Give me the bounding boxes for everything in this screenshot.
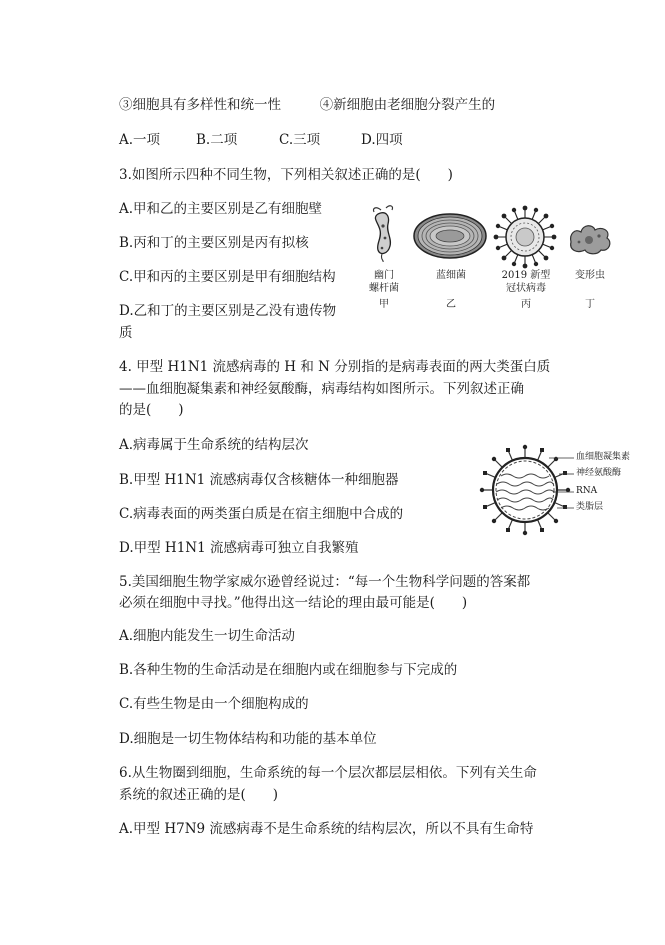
caption-jia-line2: 螺杆菌: [369, 283, 399, 294]
caption-jia-line1: 幽门: [374, 270, 394, 281]
q4-option-c: C.病毒表面的两类蛋白质是在宿主细胞中合成的: [119, 506, 404, 522]
tag-ding: 丁: [585, 299, 595, 310]
line-q2-items: [119, 96, 495, 114]
q2-option-c: C.三项: [279, 132, 321, 148]
tag-jia: 甲: [379, 299, 389, 310]
helicobacter-icon: [368, 204, 400, 262]
q5-option-b: B.各种生物的生命活动是在细胞内或在细胞参与下完成的: [119, 662, 458, 678]
q2-option-b: B.二项: [196, 132, 238, 148]
q4-stem-line1: 4. 甲型 H1N1 流感病毒的 H 和 N 分别指的是病毒表面的两大类蛋白质: [119, 359, 551, 375]
q6-stem-line2: 系统的叙述正确的是( ): [119, 787, 279, 803]
q3-figure: [364, 204, 614, 314]
q4-figure: [479, 440, 631, 540]
q3-option-a: A.甲和乙的主要区别是乙有细胞壁: [119, 201, 323, 217]
amoeba-icon: [567, 222, 613, 256]
q5-stem-line1: 5.美国细胞生物学家威尔逊曾经说过：“每一个生物科学问题的答案都: [119, 574, 531, 590]
q3-stem: 3.如图所示四种不同生物，下列相关叙述正确的是( ): [119, 167, 453, 183]
q5-option-c: C.有些生物是由一个细胞构成的: [119, 696, 309, 712]
label-lipid-layer: 类脂层: [576, 502, 604, 512]
label-hemagglutinin: 血细胞凝集素: [576, 452, 631, 462]
q2-item-4: ④新细胞由老细胞分裂产生的: [319, 97, 496, 113]
caption-bing-line2: 冠状病毒: [506, 283, 546, 294]
cyanobacteria-icon: [412, 212, 488, 260]
q2-option-a: A.一项: [119, 132, 161, 148]
coronavirus-icon: [492, 204, 558, 270]
q4-option-a: A.病毒属于生命系统的结构层次: [119, 437, 309, 453]
q4-option-b: B.甲型 H1N1 流感病毒仅含核糖体一种细胞器: [119, 472, 399, 488]
tag-bing: 丙: [521, 299, 531, 310]
label-neuraminidase: 神经氨酸酶: [576, 468, 622, 478]
q3-option-b: B.丙和丁的主要区别是丙有拟核: [119, 235, 309, 251]
q2-item-3: ③细胞具有多样性和统一性: [119, 97, 281, 113]
q3-option-d-line2: 质: [119, 325, 133, 341]
q2-option-d: D.四项: [361, 132, 403, 148]
tag-yi: 乙: [446, 299, 456, 310]
q5-stem-line2: 必须在细胞中寻找。”他得出这一结论的理由最可能是( ): [119, 595, 468, 611]
caption-ding: 变形虫: [575, 270, 605, 281]
q6-option-a: A.甲型 H7N9 流感病毒不是生命系统的结构层次，所以不具有生命特: [119, 821, 534, 837]
caption-bing-line1: 2019 新型: [501, 270, 551, 281]
label-rna: RNA: [576, 486, 598, 496]
q3-option-d-line1: D.乙和丁的主要区别是乙没有遗传物: [119, 303, 337, 319]
q3-option-c: C.甲和丙的主要区别是甲有细胞结构: [119, 269, 336, 285]
q4-option-d: D.甲型 H1N1 流感病毒可独立自我繁殖: [119, 540, 359, 556]
q6-stem-line1: 6.从生物圈到细胞，生命系统的每一个层次都层层相依。下列有关生命: [119, 765, 537, 781]
q4-stem-line2: ——血细胞凝集素和神经氨酸酶，病毒结构如图所示。下列叙述正确: [119, 381, 524, 397]
q5-option-a: A.细胞内能发生一切生命活动: [119, 628, 296, 644]
q5-option-d: D.细胞是一切生物体结构和功能的基本单位: [119, 731, 377, 747]
q4-stem-line3: 的是( ): [119, 402, 184, 418]
caption-yi: 蓝细菌: [436, 270, 466, 281]
